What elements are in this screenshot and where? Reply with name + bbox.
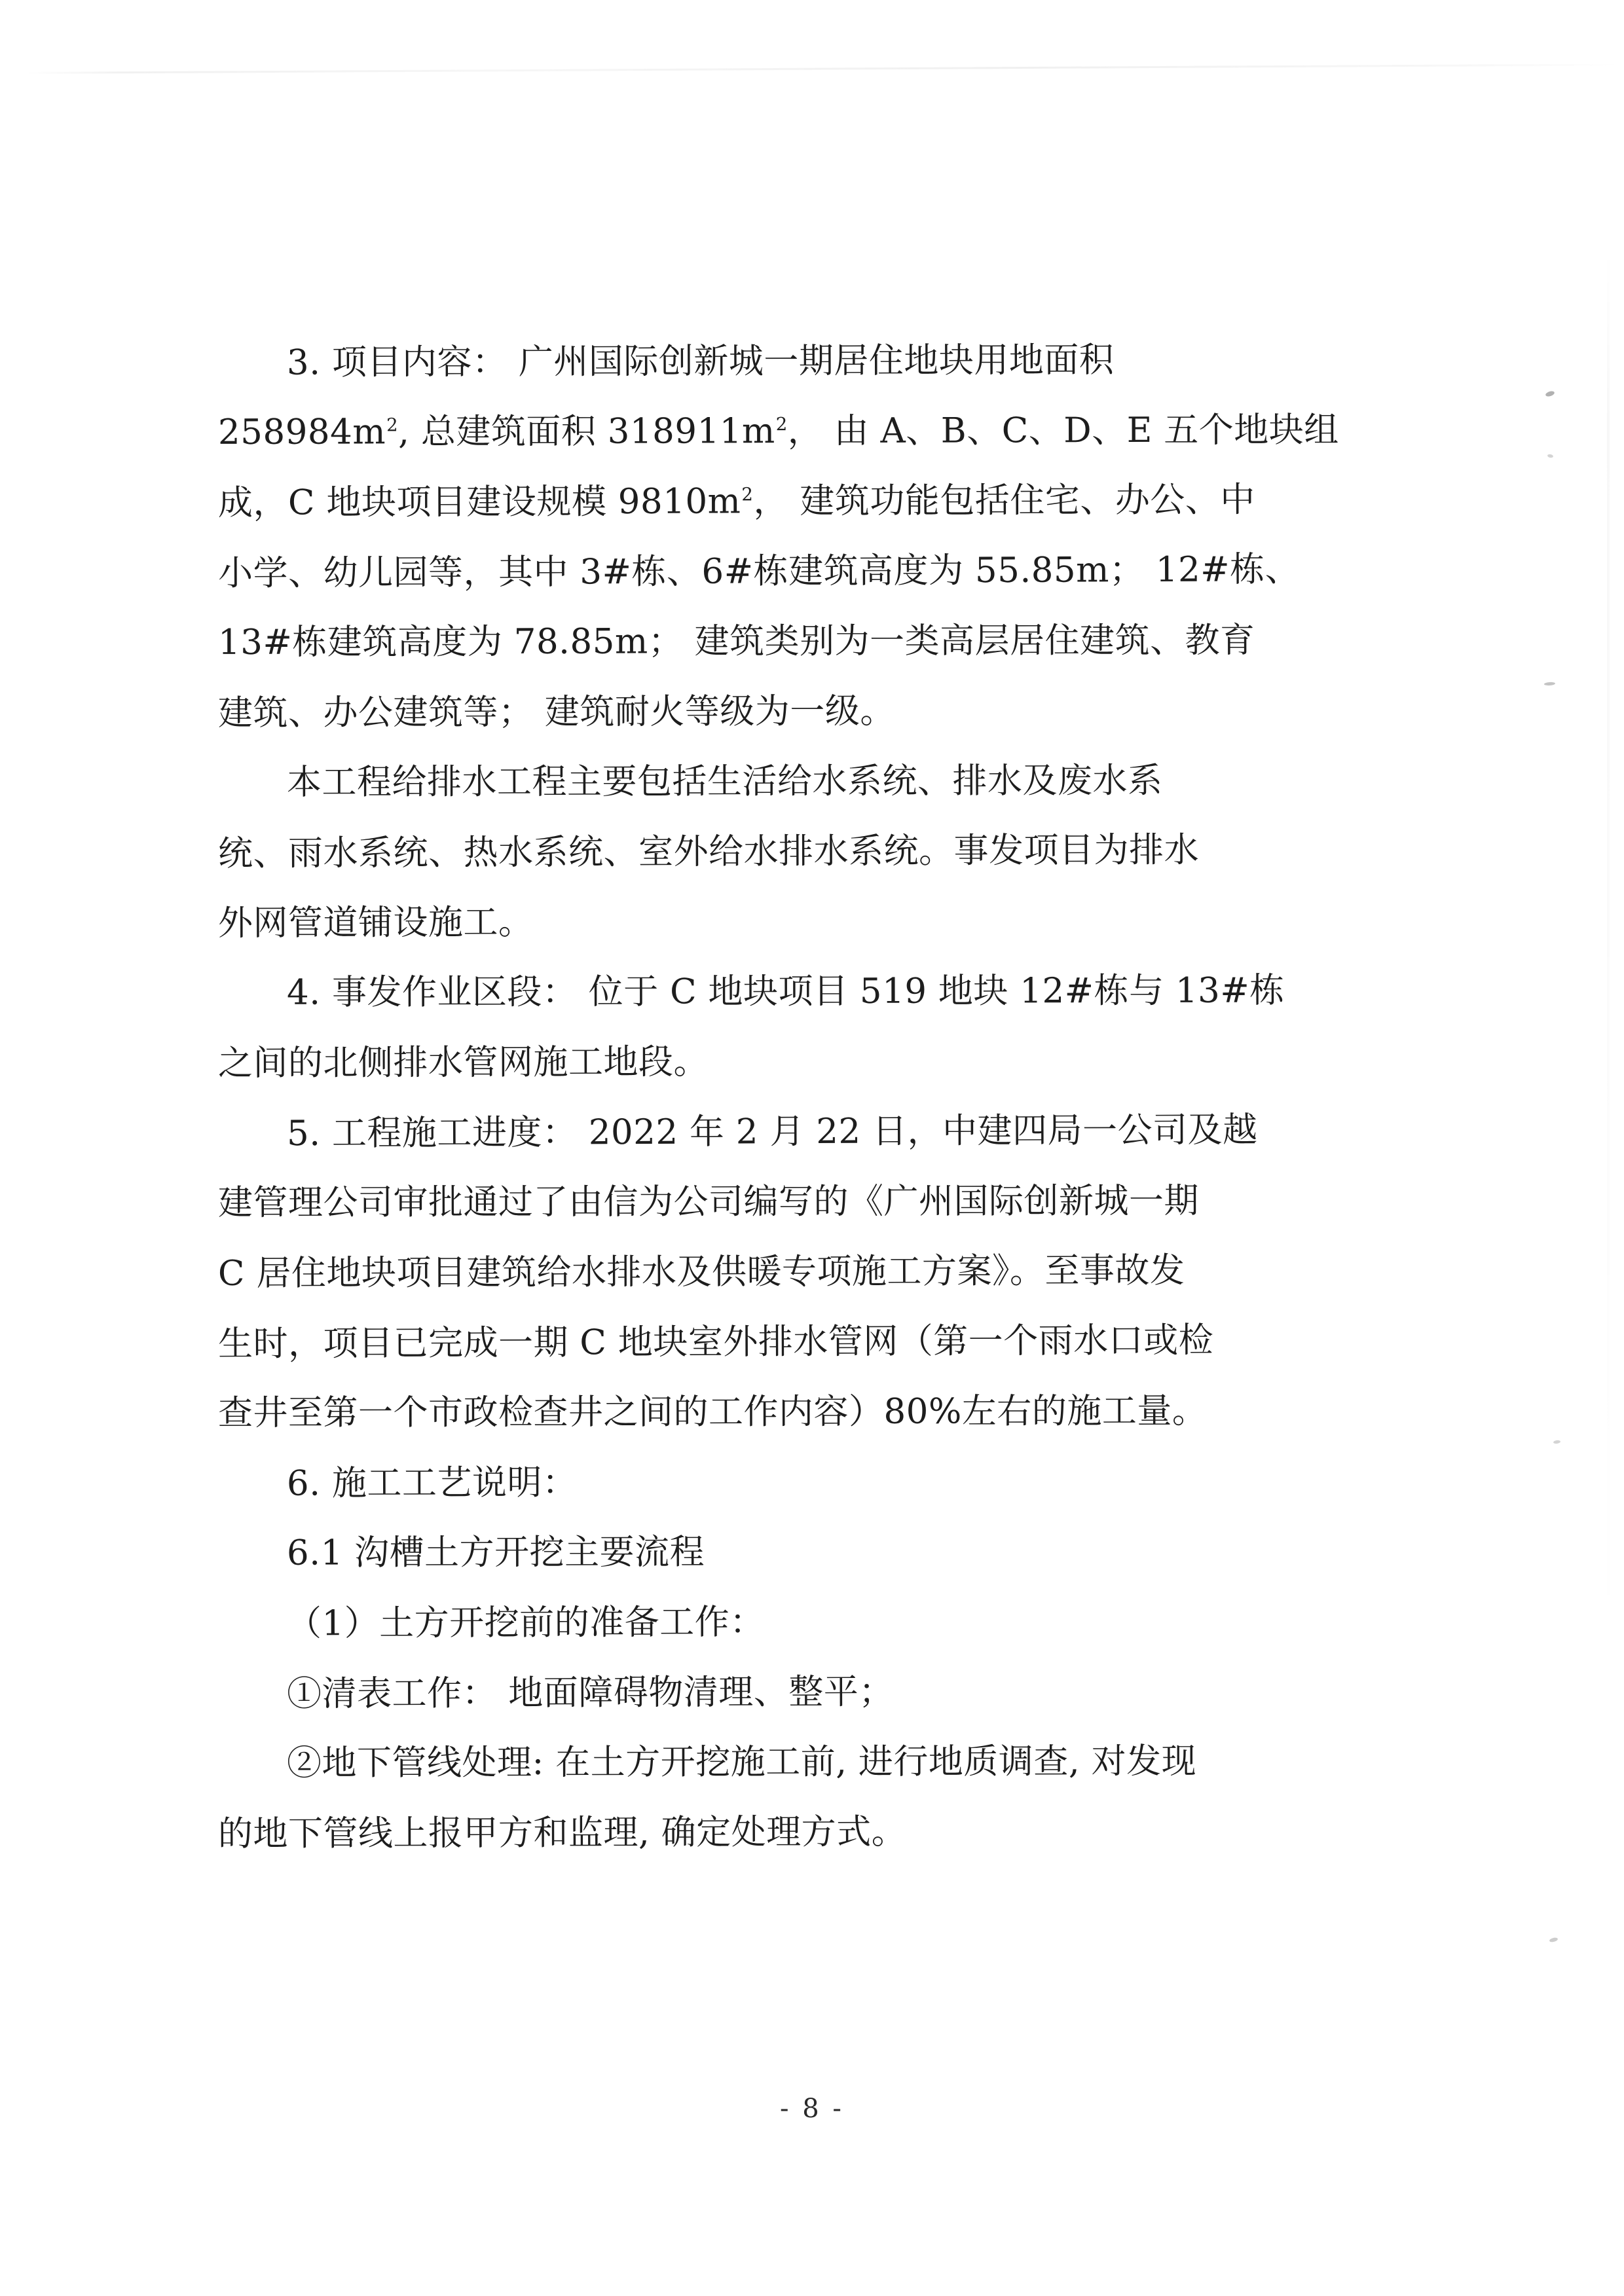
text-line: 4. 事发作业区段： 位于 C 地块项目 519 地块 12#栋与 13#栋 xyxy=(286,970,1285,1013)
text-line: 成，C 地块项目建设规模 $9810m^2$， 建筑功能包括住宅、办公、中 xyxy=(217,479,1255,523)
scan-speck xyxy=(1544,682,1555,685)
superscript-two: 2 xyxy=(386,414,399,436)
text-line: 本工程给排水工程主要包括生活给水系统、排水及废水系 xyxy=(286,760,1163,803)
page-number: - 8 - xyxy=(780,2094,844,2124)
scan-edge-artifact-right xyxy=(1607,249,1610,1676)
scan-speck xyxy=(1549,1937,1558,1943)
text-line: $258984m^2$, 总建筑面积 $318911m^2$， 由 A、B、C、D、E 五个地块组 xyxy=(217,410,1339,452)
text-line: 统、雨水系统、热水系统、室外给水排水系统。事发项目为排水 xyxy=(217,829,1200,874)
text-line: 6.1 沟槽土方开挖主要流程 xyxy=(286,1532,705,1573)
text-line: ①清表工作： 地面障碍物清理、整平； xyxy=(286,1671,894,1715)
document-body xyxy=(218,326,1426,1867)
text-line: C 居住地块项目建筑给水排水及供暖专项施工方案》。至事故发 xyxy=(217,1250,1185,1294)
scan-edge-artifact-top xyxy=(26,64,1624,74)
scan-speck xyxy=(1547,454,1554,458)
text-line: 13#栋建筑高度为 78.85m； 建筑类别为一类高层居住建筑、教育 xyxy=(217,620,1255,663)
text-line: 查井至第一个市政检查井之间的工作内容）80%左右的施工量。 xyxy=(217,1391,1208,1433)
text-line: ②地下管线处理: 在土方开挖施工前, 进行地质调查, 对发现 xyxy=(286,1741,1197,1783)
text-line: 3. 项目内容： 广州国际创新城一期居住地块用地面积 xyxy=(286,340,1115,383)
text-line: 5. 工程施工进度： 2022 年 2 月 22 日，中建四局一公司及越 xyxy=(286,1110,1258,1154)
text-line: 生时，项目已完成一期 C 地块室外排水管网（第一个雨水口或检 xyxy=(217,1320,1214,1364)
text-line: 外网管道铺设施工。 xyxy=(217,902,534,943)
text-line: 6. 施工工艺说明： xyxy=(286,1463,578,1504)
text-line: 的地下管线上报甲方和监理, 确定处理方式。 xyxy=(217,1812,907,1854)
superscript-two: 2 xyxy=(775,414,788,435)
text-line: 建管理公司审批通过了由信为公司编写的《广州国际创新城一期 xyxy=(217,1180,1200,1223)
text-line: 建筑、办公建筑等； 建筑耐火等级为一级。 xyxy=(217,691,895,733)
text-line: 小学、幼儿园等，其中 3#栋、6#栋建筑高度为 55.85m； 12#栋、 xyxy=(217,549,1301,594)
scan-speck xyxy=(1545,390,1555,397)
text-line: （1）土方开挖前的准备工作： xyxy=(286,1602,765,1644)
scan-speck xyxy=(1553,1440,1561,1444)
text-line: 之间的北侧排水管网施工地段。 xyxy=(217,1042,709,1084)
superscript-two: 2 xyxy=(741,484,754,505)
